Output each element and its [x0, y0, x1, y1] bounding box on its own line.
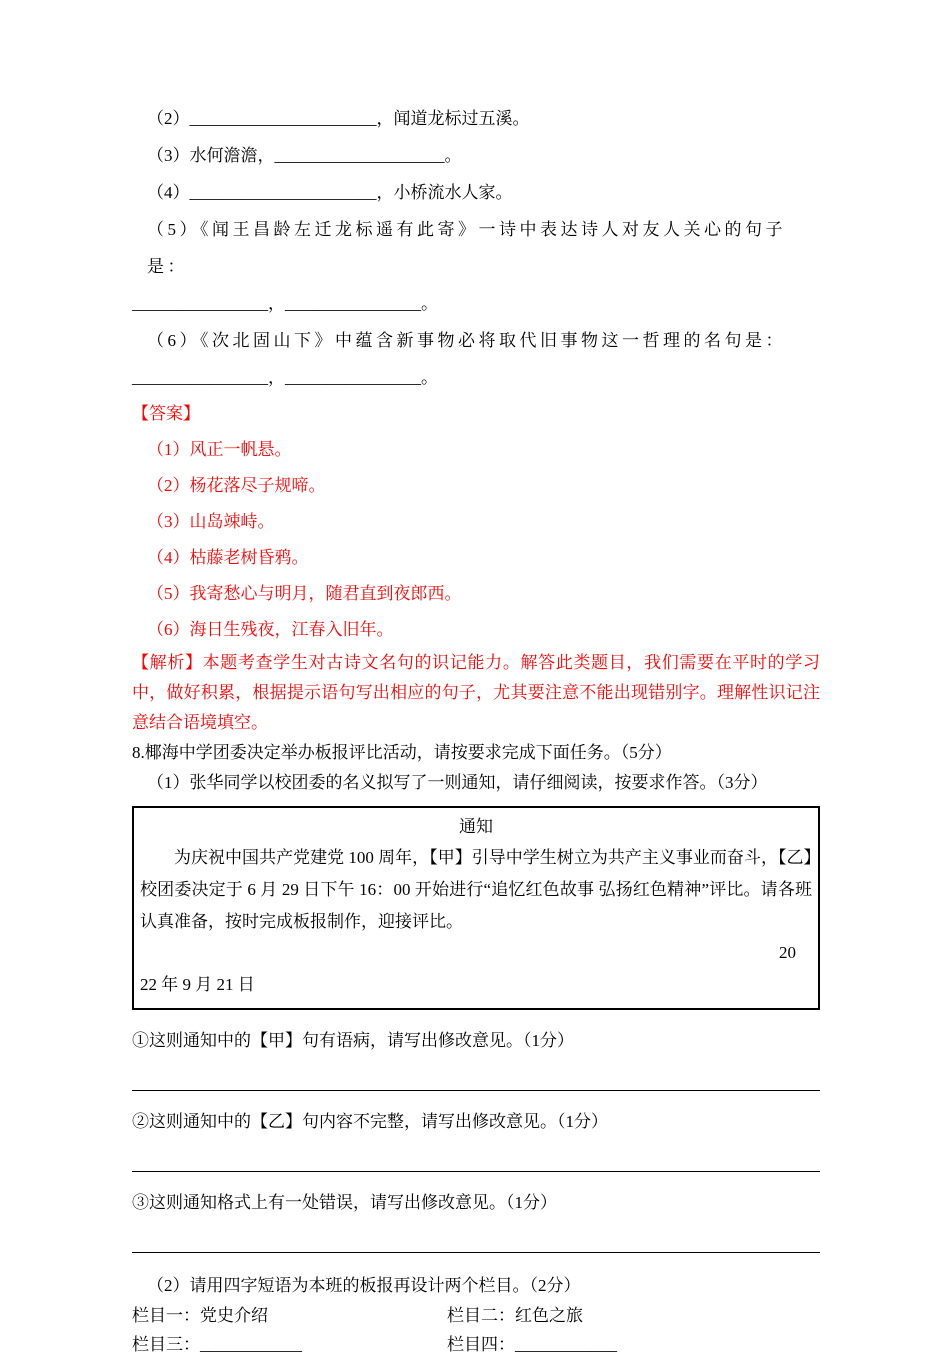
- fill-questions-section: [132, 100, 820, 396]
- columns-row-2: [132, 1330, 820, 1359]
- column-label-2: 栏目二：红色之旅: [447, 1306, 583, 1325]
- column-label-3: 栏目三：____________: [132, 1335, 302, 1354]
- subquestion-3: ③这则通知格式上有一处错误，请写出修改意见。（1分）: [132, 1193, 557, 1212]
- columns-row-1: [132, 1301, 820, 1330]
- question8-part2-stem: （2）请用四字短语为本班的板报再设计两个栏目。（2分）: [147, 1276, 581, 1295]
- fill-question-2: （2）______________________，闻道龙标过五溪。: [147, 109, 530, 128]
- fill-question-5-stem: （5）《闻王昌龄左迁龙标遥有此寄》一诗中表达诗人对友人关心的句子是：: [147, 220, 786, 276]
- question8-part1: （1）张华同学以校团委的名义拟写了一则通知，请仔细阅读，按要求作答。（3分）: [147, 773, 768, 792]
- answers-section: [132, 396, 820, 648]
- fill-question-6-stem: （6）《次北固山下》中蕴含新事物必将取代旧事物这一哲理的名句是：: [147, 331, 786, 350]
- fill-question-4: （4）______________________，小桥流水人家。: [147, 183, 513, 202]
- answer-item-3: （3）山岛竦峙。: [147, 512, 275, 531]
- answer-blank-line-1: [132, 1068, 820, 1091]
- answers-label: 【答案】: [132, 404, 200, 423]
- notice-box: [132, 806, 820, 1010]
- answer-blank-line-2: [132, 1149, 820, 1172]
- answer-item-4: （4）枯藤老树昏鸦。: [147, 548, 309, 567]
- column-label-4: 栏目四：____________: [447, 1335, 617, 1354]
- notice-date-wrapped-part1: 20: [779, 943, 796, 962]
- notice-date-wrapped-part2: 22 年 9 月 21 日: [140, 975, 255, 994]
- answer-item-5: （5）我寄愁心与明月，随君直到夜郎西。: [147, 584, 462, 603]
- fill-question-6-blanks: ________________，________________。: [132, 368, 438, 387]
- analysis-text: 【解析】本题考查学生对古诗文名句的识记能力。解答此类题目，我们需要在平时的学习中，做好积累，根据提示语句写出相应的句子，尤其要注意不能出现错别字。理解性识记注意结合语境填空。: [132, 653, 820, 732]
- question8-stem: 8.椰海中学团委决定举办板报评比活动，请按要求完成下面任务。（5分）: [132, 743, 672, 762]
- column-label-1: 栏目一：党史介绍: [132, 1306, 268, 1325]
- notice-title: 通知: [459, 817, 493, 836]
- subquestion-1: ①这则通知中的【甲】句有语病，请写出修改意见。（1分）: [132, 1031, 574, 1050]
- answer-blank-line-3: [132, 1230, 820, 1253]
- subquestion-2: ②这则通知中的【乙】句内容不完整，请写出修改意见。（1分）: [132, 1112, 608, 1131]
- notice-body: 为庆祝中国共产党建党 100 周年，【甲】引导中学生树立为共产主义事业而奋斗，【乙】校团委决定于 6 月 29 日下午 16：00 开始进行“追忆红色故事 弘扬红色精神”评比。请各班认真准备，按时完成板报制作，迎接评比。: [140, 848, 812, 931]
- fill-question-3: （3）水何澹澹，____________________。: [147, 146, 462, 165]
- answer-item-2: （2）杨花落尽子规啼。: [147, 476, 326, 495]
- answer-item-6: （6）海日生残夜，江春入旧年。: [147, 620, 394, 639]
- fill-question-5-blanks: ________________，________________。: [132, 294, 438, 313]
- answer-item-1: （1）风正一帆悬。: [147, 440, 292, 459]
